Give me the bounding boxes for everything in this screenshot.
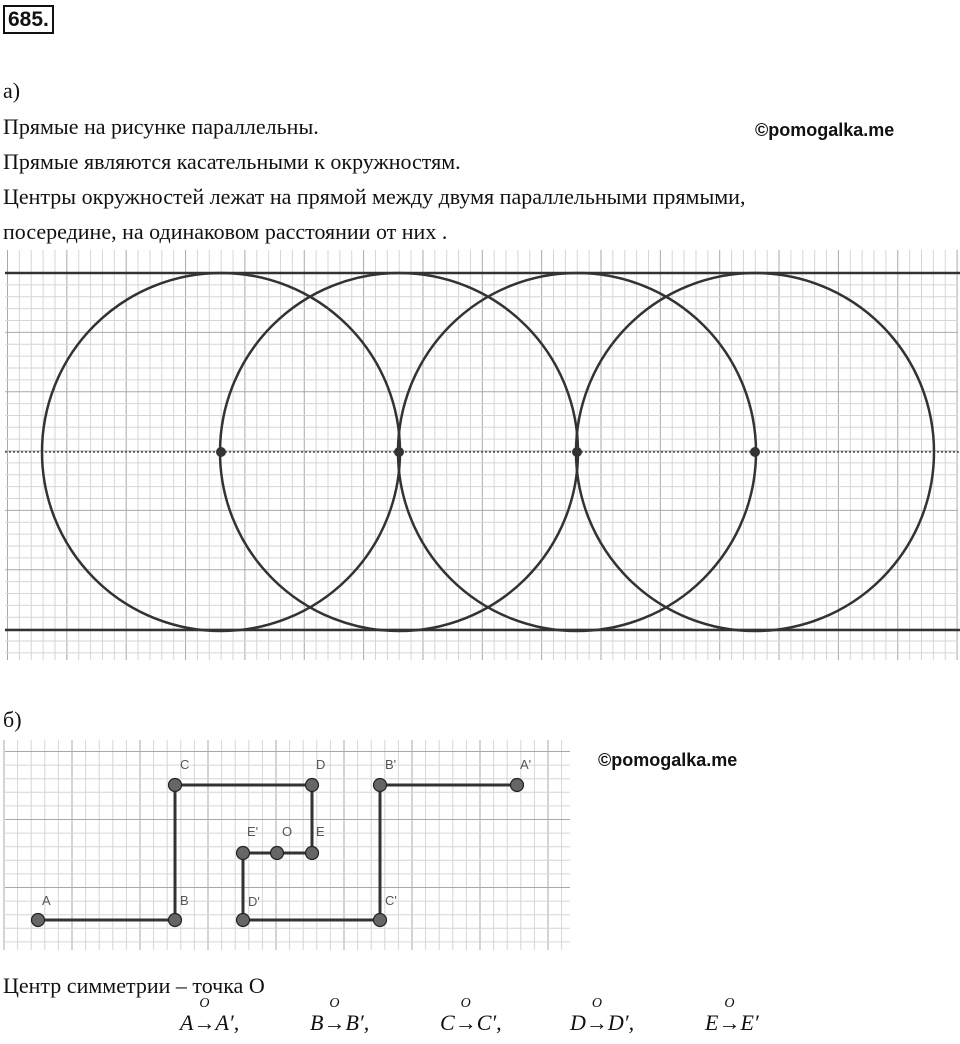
watermark-a: ©pomogalka.me [755,120,895,140]
center-point-3 [572,447,582,457]
point-C [169,779,182,792]
label-B: B [180,893,189,908]
figure-a-grid [5,250,958,660]
point-B-prime [374,779,387,792]
label-E: E [316,824,325,839]
label-C-prime: C' [385,893,397,908]
part-a-label: а) [3,78,21,103]
part-a-line-4: посередине, на одинаковом расстоянии от них . [3,219,448,244]
label-A-prime: A' [520,757,532,772]
broken-line-image [243,785,517,920]
point-E [306,847,319,860]
label-E-prime: E' [247,824,259,839]
mapping-b: B O →B′, [310,996,370,1035]
part-a-line-2: Прямые являются касательными к окружностям. [3,149,461,174]
problem-number: 685. [3,5,54,34]
label-B-prime: B' [385,757,397,772]
point-A [32,914,45,927]
center-point-4 [750,447,760,457]
point-B [169,914,182,927]
part-b-label: б) [3,707,22,732]
point-A-prime [511,779,524,792]
mapping-c: C O →C′, [440,996,502,1035]
mapping-d: D O →D′, [570,996,635,1035]
label-O: O [282,824,293,839]
point-D-prime [237,914,250,927]
label-D: D [316,757,326,772]
circles-figure [0,245,960,665]
mapping-a: A O →A′, [180,996,240,1035]
point-O [271,847,284,860]
point-E-prime [237,847,250,860]
mapping-e: E O →E′ [705,996,759,1035]
point-D [306,779,319,792]
point-C-prime [374,914,387,927]
center-point-1 [216,447,226,457]
part-a-line-1: Прямые на рисунке параллельны. [3,114,319,139]
symmetry-figure [0,735,580,960]
label-D-prime: D' [248,894,260,909]
label-A: A [42,893,51,908]
part-a-line-3: Центры окружностей лежат на прямой между двумя параллельными прямыми, [3,184,746,209]
watermark-b: ©pomogalka.me [598,750,738,770]
center-point-2 [394,447,404,457]
symmetry-center-text: Центр симметрии – точка O [3,973,265,998]
label-C: C [180,757,190,772]
